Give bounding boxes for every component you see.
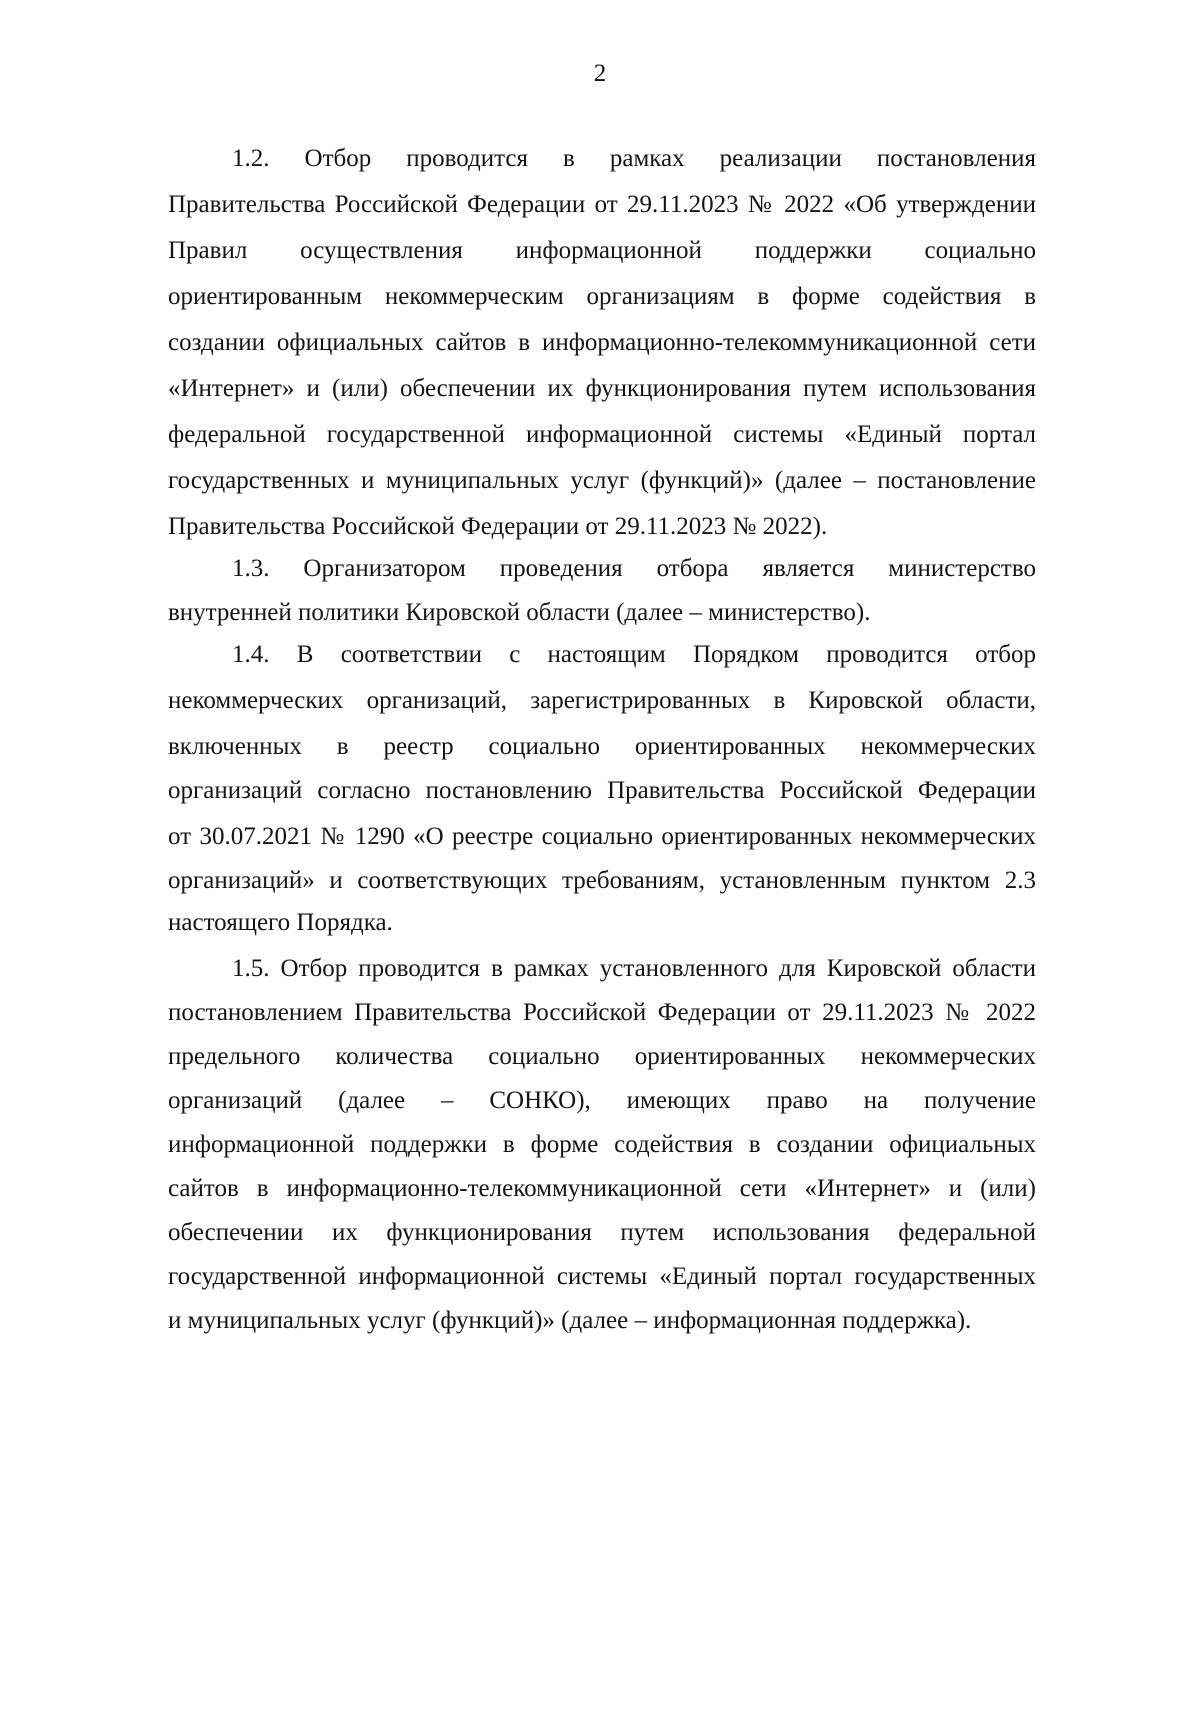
- paragraph-1-line: ориентированным некоммерческим организациям в форме содействия в: [168, 283, 1036, 310]
- paragraph-3-line: от 30.07.2021 № 1290 «О реестре социально ориентированных некоммерческих: [168, 823, 1036, 850]
- paragraph-4-line: организаций (далее – СОНКО), имеющих право на получение: [168, 1087, 1036, 1114]
- paragraph-4-line: предельного количества социально ориентированных некоммерческих: [168, 1043, 1036, 1070]
- paragraph-1-line: 1.2. Отбор проводится в рамках реализации постановления: [232, 145, 1036, 172]
- paragraph-4-line: 1.5. Отбор проводится в рамках установленного для Кировской области: [232, 955, 1036, 982]
- paragraph-3-line: 1.4. В соответствии с настоящим Порядком проводится отбор: [232, 641, 1036, 668]
- paragraph-3-line: организаций согласно постановлению Правительства Российской Федерации: [168, 777, 1036, 804]
- paragraph-3-line: настоящего Порядка.: [168, 909, 393, 936]
- paragraph-1-line: создании официальных сайтов в информационно-телекоммуникационной сети: [168, 329, 1036, 356]
- paragraph-1-line: Правительства Российской Федерации от 29.11.2023 № 2022).: [168, 513, 828, 540]
- paragraph-2-line: внутренней политики Кировской области (далее – министерство).: [168, 599, 871, 626]
- paragraph-4-line: и муниципальных услуг (функций)» (далее – информационная поддержка).: [168, 1307, 972, 1334]
- paragraph-4-line: постановлением Правительства Российской Федерации от 29.11.2023 № 2022: [168, 999, 1036, 1026]
- paragraph-1-line: «Интернет» и (или) обеспечении их функционирования путем использования: [168, 375, 1036, 402]
- paragraph-2-line: 1.3. Организатором проведения отбора является министерство: [232, 555, 1036, 582]
- paragraph-4-line: государственной информационной системы «Единый портал государственных: [168, 1263, 1036, 1290]
- paragraph-4-line: информационной поддержки в форме содействия в создании официальных: [168, 1131, 1036, 1158]
- paragraph-1-line: государственных и муниципальных услуг (функций)» (далее – постановление: [168, 467, 1036, 494]
- paragraph-3-line: организаций» и соответствующих требованиям, установленным пунктом 2.3: [168, 867, 1036, 894]
- paragraph-1-line: Правил осуществления информационной поддержки социально: [168, 237, 1036, 264]
- paragraph-3-line: включенных в реестр социально ориентированных некоммерческих: [168, 733, 1036, 760]
- paragraph-3-line: некоммерческих организаций, зарегистрированных в Кировской области,: [168, 687, 1036, 714]
- page-number: 2: [593, 60, 607, 87]
- paragraph-4-line: обеспечении их функционирования путем использования федеральной: [168, 1219, 1036, 1246]
- paragraph-1-line: федеральной государственной информационной системы «Единый портал: [168, 421, 1036, 448]
- paragraph-4-line: сайтов в информационно-телекоммуникационной сети «Интернет» и (или): [168, 1175, 1036, 1202]
- paragraph-1-line: Правительства Российской Федерации от 29.11.2023 № 2022 «Об утверждении: [168, 191, 1036, 218]
